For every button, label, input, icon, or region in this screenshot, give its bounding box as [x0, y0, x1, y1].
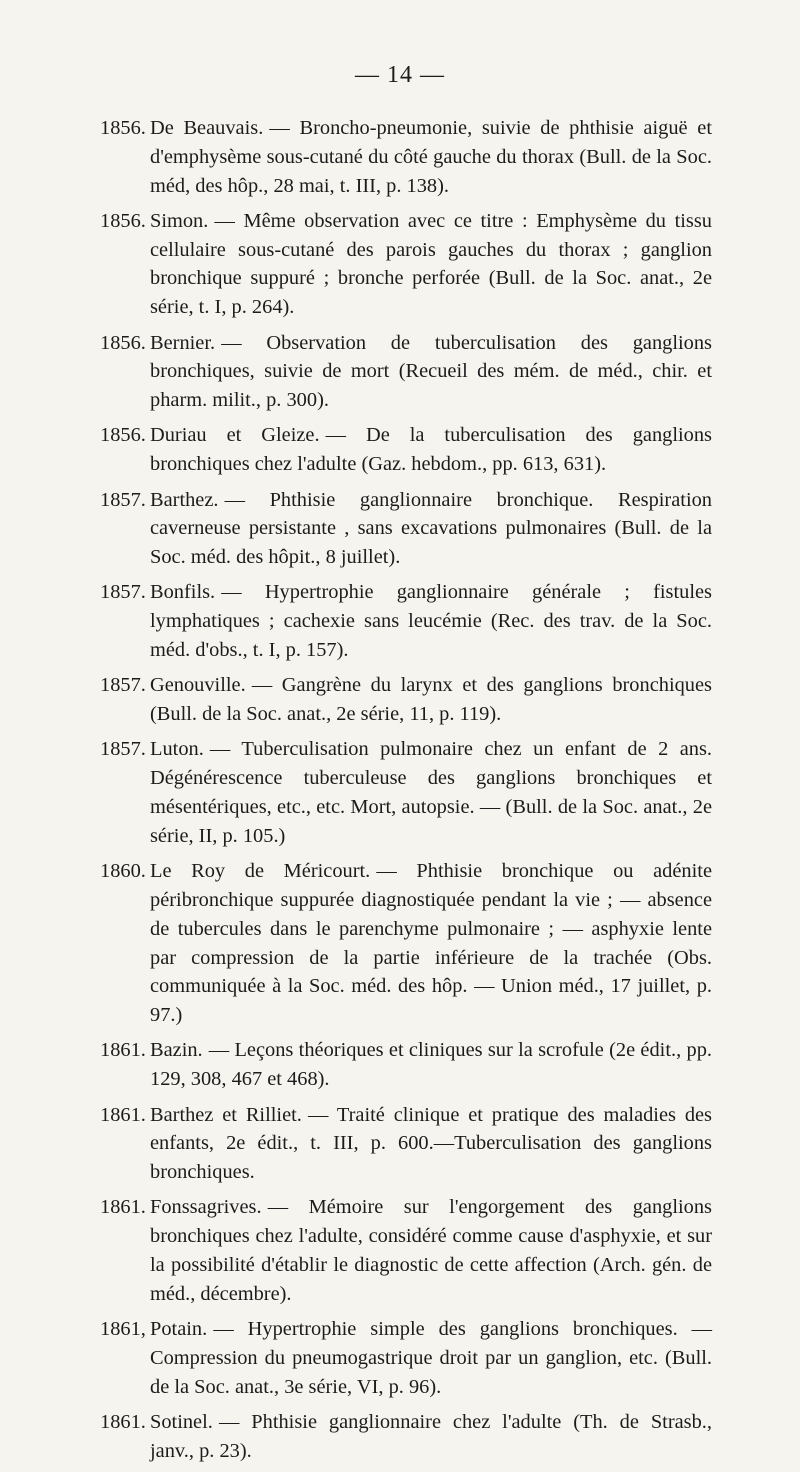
entry-year: 1861.	[100, 1103, 146, 1126]
bibliography-entry	[100, 1036, 712, 1094]
entry-text: — Phthisie ganglionnaire bronchique. Respiration caverneuse persistante , sans excavations pulmonaires (Bull. de la Soc. méd. des hôpit., 8 juillet).	[150, 488, 712, 569]
bibliography-list	[100, 114, 712, 1472]
entry-year: 1857.	[100, 488, 146, 511]
bibliography-entry	[100, 329, 712, 415]
entry-author: Duriau et Gleize.	[150, 424, 320, 447]
bibliography-entry	[100, 486, 712, 572]
bibliography-entry	[100, 671, 712, 729]
entry-text: — Mémoire sur l'engorgement des ganglions bronchiques chez l'adulte, considéré comme cause d'asphyxie, et sur la possibilité d'établir le diagnostic de cette affection (Arch. gén. de méd., décembre).	[150, 1196, 712, 1305]
entry-year: 1861.	[100, 1039, 146, 1062]
bibliography-entry	[100, 114, 712, 200]
page-number: — 14 —	[355, 62, 445, 88]
entry-year: 1857.	[100, 581, 146, 604]
entry-text: — Phthisie ganglionnaire chez l'adulte (Th. de Strasb., janv., p. 23).	[150, 1410, 712, 1462]
bibliography-entry	[100, 207, 712, 322]
entry-text: — Hypertrophie ganglionnaire générale ; fistules lymphatiques ; cachexie sans leucémie (Rec. des trav. de la Soc. méd. d'obs., t. I, p. 157).	[150, 581, 712, 662]
entry-text: — Gangrène du larynx et des ganglions bronchiques (Bull. de la Soc. anat., 2e série, 11, p. 119).	[150, 674, 712, 726]
entry-year: 1861.	[100, 1196, 146, 1219]
entry-text: — Observation de tuberculisation des ganglions bronchiques, suivie de mort (Recueil des mém. de méd., chir. et pharm. milit., p. 300).	[150, 331, 712, 412]
bibliography-entry	[100, 857, 712, 1030]
entry-text: — Même observation avec ce titre : Emphysème du tissu cellulaire sous-cutané des parois gauches du thorax ; ganglion bronchique suppuré ; bronche perforée (Bull. de la Soc. anat., 2e série, t. I, p. 264).	[150, 209, 712, 319]
bibliography-entry	[100, 421, 712, 479]
entry-text: — Tuberculisation pulmonaire chez un enfant de 2 ans. Dégénérescence tuberculeuse des ganglions bronchiques et mésentériques, etc., etc. Mort, autopsie. — (Bull. de la Soc. anat., 2e série, II, p. 105.)	[150, 738, 712, 847]
bibliography-entry	[100, 1408, 712, 1466]
entry-author: Sotinel.	[150, 1410, 213, 1433]
entry-text: — Traité clinique et pratique des maladies des enfants, 2e édit., t. III, p. 600.—Tuberculisation des ganglions bronchiques.	[150, 1103, 712, 1184]
entry-year: 1856.	[100, 331, 146, 354]
entry-text: — Hypertrophie simple des ganglions bronchiques. — Compression du pneumogastrique droit par un ganglion, etc. (Bull. de la Soc. anat., 3e série, VI, p. 96).	[150, 1318, 712, 1398]
entry-author: Bonfils.	[150, 581, 216, 604]
bibliography-entry	[100, 578, 712, 664]
entry-author: Genouville.	[150, 674, 246, 697]
entry-author: Barthez.	[150, 488, 219, 511]
entry-author: Barthez et Rilliet.	[150, 1103, 302, 1126]
entry-year: 1861.	[100, 1410, 146, 1433]
entry-year: 1860.	[100, 860, 146, 883]
bibliography-entry	[100, 1193, 712, 1308]
entry-text: — Broncho-pneumonie, suivie de phthisie aiguë et d'emphysème sous-cutané du côté gauche du thorax (Bull. de la Soc. méd, des hôp., 28 mai, t. III, p. 138).	[150, 117, 712, 197]
entry-year: 1861,	[100, 1318, 146, 1341]
entry-author: Potain.	[150, 1318, 208, 1341]
bibliography-entry	[100, 735, 712, 850]
entry-text: — Phthisie bronchique ou adénite péribronchique suppurée diagnostiquée pendant la vie ; — absence de tubercules dans le parenchyme pulmonaire ; — asphyxie lente par compression de la partie inférieure de la trachée (Obs. communiquée à la Soc. méd. des hôp. — Union méd., 17 juillet, p. 97.)	[150, 860, 713, 1027]
entry-text: — De la tuberculisation des ganglions bronchiques chez l'adulte (Gaz. hebdom., pp. 613, 631).	[150, 424, 712, 476]
entry-author: De Beauvais.	[150, 117, 264, 139]
entry-author: Bazin.	[150, 1039, 203, 1062]
entry-author: Simon.	[150, 209, 209, 232]
bibliography-entry	[100, 1101, 712, 1187]
entry-author: Bernier.	[150, 331, 216, 354]
entry-year: 1856.	[100, 209, 146, 232]
entry-text: — Leçons théoriques et cliniques sur la scrofule (2e édit., pp. 129, 308, 467 et 468).	[150, 1039, 712, 1091]
entry-year: 1856.	[100, 117, 146, 139]
entry-year: 1857.	[100, 738, 146, 761]
entry-year: 1856.	[100, 424, 146, 447]
entry-year: 1857.	[100, 674, 146, 697]
entry-author: Fonssagrives.	[150, 1196, 262, 1219]
entry-author: Luton.	[150, 738, 204, 761]
bibliography-entry	[100, 1315, 712, 1401]
entry-author: Le Roy de Méricourt.	[150, 860, 371, 883]
